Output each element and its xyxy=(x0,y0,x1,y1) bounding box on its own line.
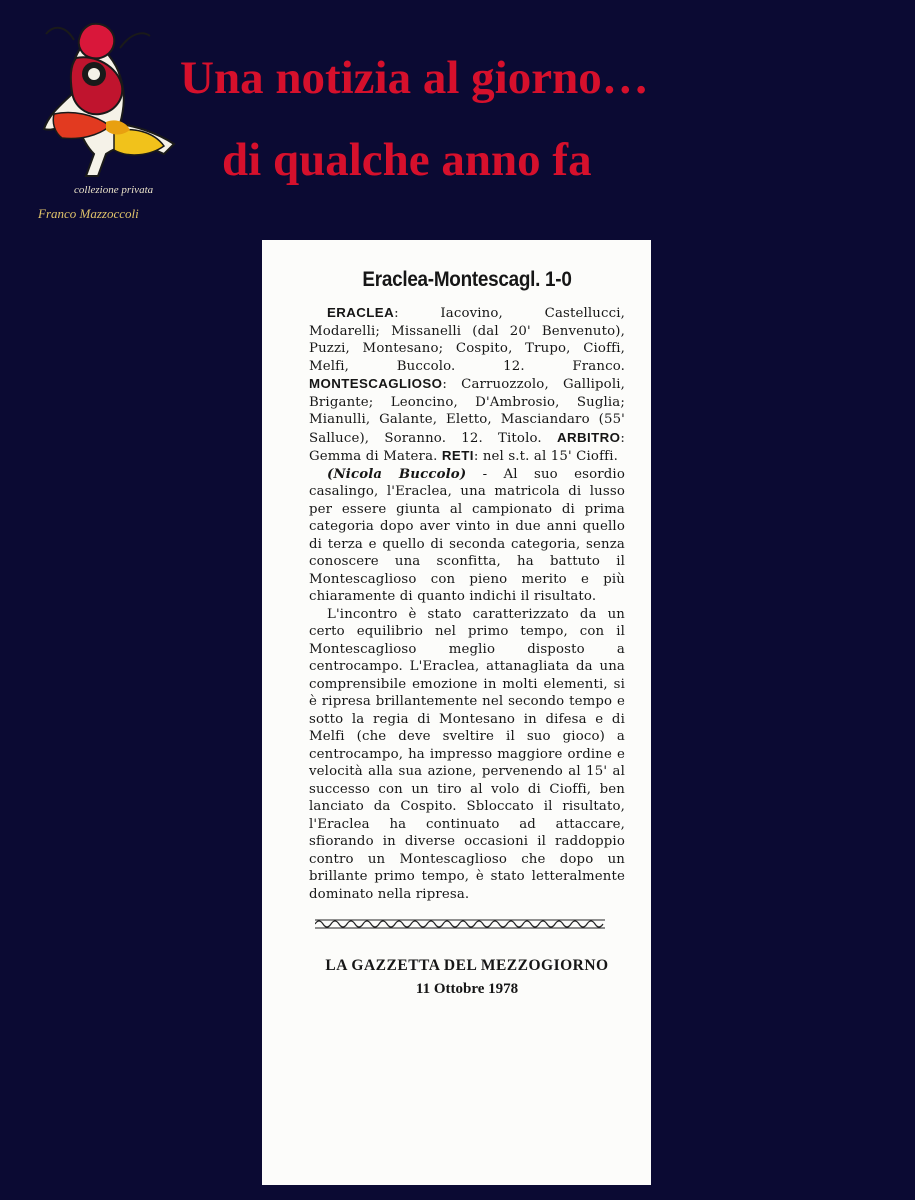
team-label-montescaglioso: MONTESCAGLIOSO xyxy=(309,376,443,391)
publication-date: 11 Ottobre 1978 xyxy=(415,981,519,997)
newspaper-clipping xyxy=(262,240,651,1185)
lineup-montescaglioso: : Carruozzolo, Gallipoli, Brigante; Leoncino, D'Ambrosio, Suglia; Mianulli, Galante, Eletto, Masciandaro (55' Salluce), Soranno. 12. Titolo. xyxy=(309,377,625,446)
article-paragraph-1 xyxy=(309,466,625,606)
collection-logo xyxy=(14,14,199,224)
lineup-eraclea: : Iacovino, Castellucci, Modarelli; Missanelli (dal 20' Benvenuto), Puzzi, Montesano; Cospito, Trupo, Cioffi, Melfi, Buccolo. 12. Franco. xyxy=(309,306,625,374)
goals-text: : nel s.t. al 15' Cioffi. xyxy=(473,449,618,464)
article-paragraph-1-text: - Al suo esordio casalingo, l'Eraclea, una matricola di lusso per essere giunta al campionato di prima categoria dopo aver vinto in due anni quello di terza e quello di seconda categoria, senza conoscere una sconfitta, ha battuto il Montescaglioso con pieno merito e più chiaramente di quanto indichi il risultato. xyxy=(309,466,625,604)
referee-label: ARBITRO xyxy=(556,429,621,445)
newspaper-source: LA GAZZETTA DEL MEZZOGIORNO xyxy=(325,957,609,974)
team-label-eraclea: ERACLEA xyxy=(327,305,395,320)
decorative-divider xyxy=(315,917,619,931)
lineup-paragraph xyxy=(309,304,625,466)
article-title: Eraclea-Montescagl. 1-0 xyxy=(362,268,572,291)
article-body xyxy=(309,304,625,903)
referee-text: : Gemma di Matera. xyxy=(309,430,625,464)
logo-caption-collection: collezione privata xyxy=(74,184,154,196)
logo-caption-owner: Franco Mazzoccoli xyxy=(38,206,139,221)
headline-line-1: Una notizia al giorno… xyxy=(180,52,649,104)
headline-line-2: di qualche anno fa xyxy=(222,134,592,186)
dancer-illustration xyxy=(14,14,199,194)
goals-label: RETI xyxy=(441,448,474,463)
article-author: (Nicola Buccolo) xyxy=(327,466,467,482)
article-paragraph-2: L'incontro è stato caratterizzato da un certo equilibrio nel primo tempo, con il Montescaglioso meglio disposto a centrocampo. L'Eraclea, attanagliata da una comprensibile emozione in molti elementi, si è ripresa brillantemente nel secondo tempo e sotto la regia di Montesano in difesa e di Melfi (che deve sveltire il suo gioco) a centrocampo, ha impresso maggiore ordine e velocità alla sua azione, pervenendo al 15' al successo con un tiro al volo di Cioffi, ben lanciato da Cospito. Sbloccato il risultato, l'Eraclea ha continuato ad attaccare, sfiorando in diverse occasioni il raddoppio contro un Montescaglioso che dopo un brillante primo tempo, è stato letteralmente dominato nella ripresa. xyxy=(309,606,625,902)
